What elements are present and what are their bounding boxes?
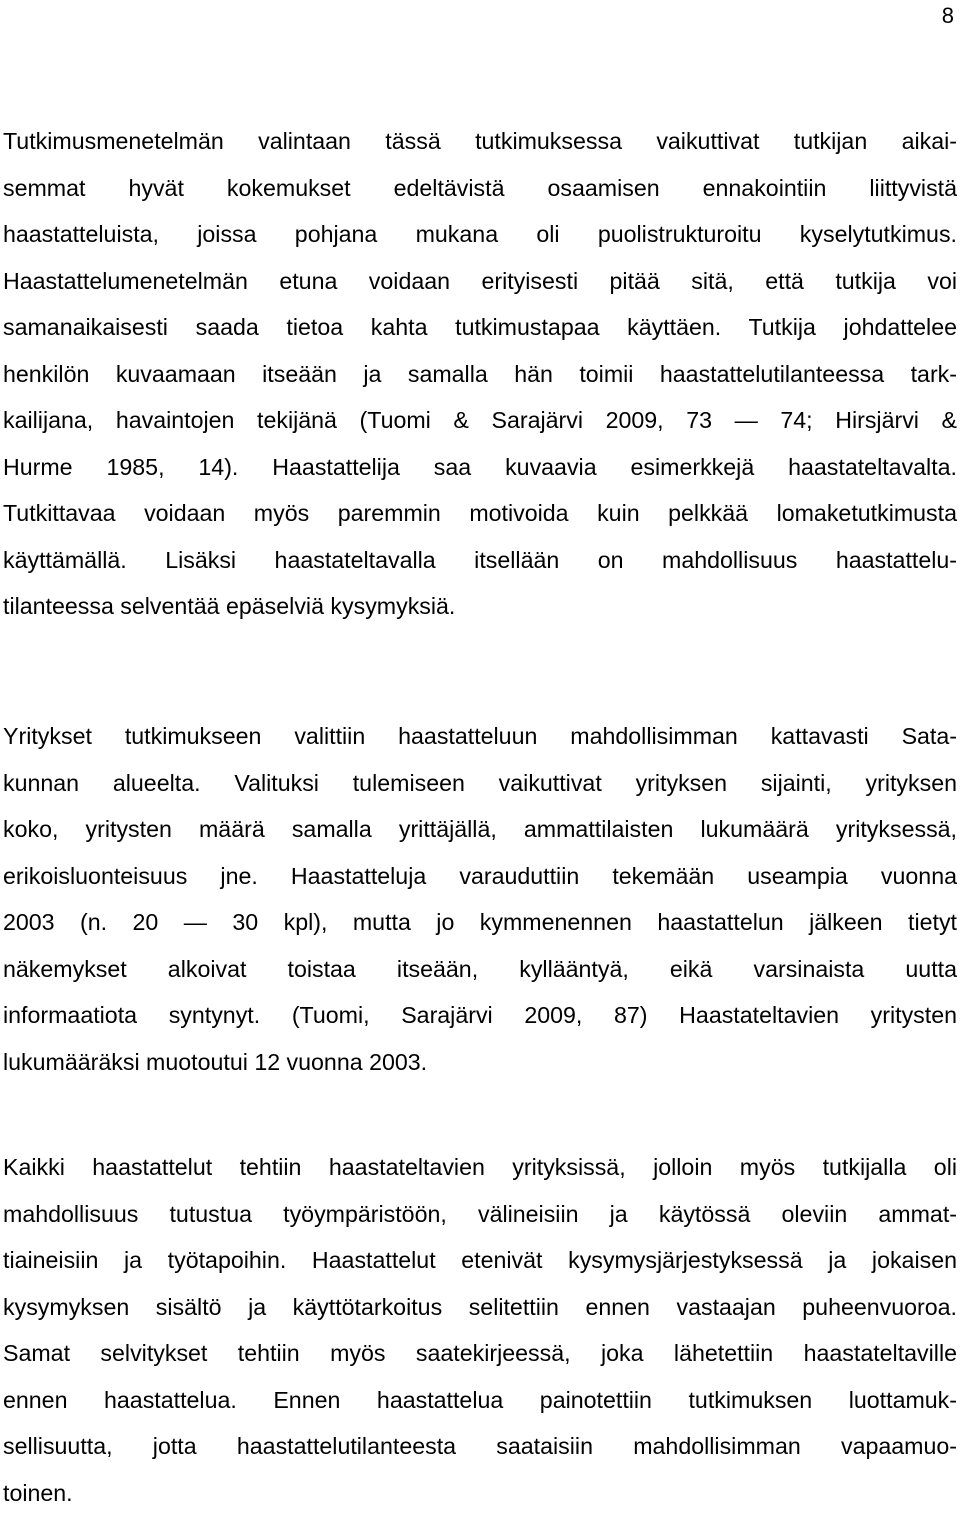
paragraph-3 xyxy=(3,1144,957,1516)
text-line: Haastattelumenetelmän etuna voidaan erityisesti pitää sitä, että tutkija voi xyxy=(3,258,957,305)
text-line: ennen haastattelua. Ennen haastattelua painotettiin tutkimuksen luottamuk- xyxy=(3,1377,957,1424)
text-line: tilanteessa selventää epäselviä kysymyksiä. xyxy=(3,583,957,630)
text-line: kailijana, havaintojen tekijänä (Tuomi & Sarajärvi 2009, 73 — 74; Hirsjärvi & xyxy=(3,397,957,444)
text-line: toinen. xyxy=(3,1470,957,1516)
text-line: kunnan alueelta. Valituksi tulemiseen vaikuttivat yrityksen sijainti, yrityksen xyxy=(3,760,957,807)
paragraph-1 xyxy=(3,118,957,630)
text-line: Tutkittavaa voidaan myös paremmin motivoida kuin pelkkää lomaketutkimusta xyxy=(3,490,957,537)
text-line: tiaineisiin ja työtapoihin. Haastattelut etenivät kysymysjärjestyksessä ja jokaisen xyxy=(3,1237,957,1284)
text-line: sellisuutta, jotta haastattelutilanteesta saataisiin mahdollisimman vapaamuo- xyxy=(3,1423,957,1470)
text-line: semmat hyvät kokemukset edeltävistä osaamisen ennakointiin liittyvistä xyxy=(3,165,957,212)
text-line: Kaikki haastattelut tehtiin haastateltavien yrityksissä, jolloin myös tutkijalla oli xyxy=(3,1144,957,1191)
text-line: lukumääräksi muotoutui 12 vuonna 2003. xyxy=(3,1039,957,1086)
text-line: kysymyksen sisältö ja käyttötarkoitus selitettiin ennen vastaajan puheenvuoroa. xyxy=(3,1284,957,1331)
text-line: henkilön kuvaamaan itseään ja samalla hän toimii haastattelutilanteessa tark- xyxy=(3,351,957,398)
text-line: koko, yritysten määrä samalla yrittäjällä, ammattilaisten lukumäärä yrityksessä, xyxy=(3,806,957,853)
text-line: Yritykset tutkimukseen valittiin haastatteluun mahdollisimman kattavasti Sata- xyxy=(3,713,957,760)
page-number: 8 xyxy=(942,2,954,30)
paragraph-2 xyxy=(3,713,957,1085)
text-line: erikoisluonteisuus jne. Haastatteluja varauduttiin tekemään useampia vuonna xyxy=(3,853,957,900)
text-line: mahdollisuus tutustua työympäristöön, välineisiin ja käytössä oleviin ammat- xyxy=(3,1191,957,1238)
text-line: haastatteluista, joissa pohjana mukana oli puolistrukturoitu kyselytutkimus. xyxy=(3,211,957,258)
text-line: näkemykset alkoivat toistaa itseään, kyllääntyä, eikä varsinaista uutta xyxy=(3,946,957,993)
text-line: samanaikaisesti saada tietoa kahta tutkimustapaa käyttäen. Tutkija johdattelee xyxy=(3,304,957,351)
text-line: käyttämällä. Lisäksi haastateltavalla itsellään on mahdollisuus haastattelu- xyxy=(3,537,957,584)
text-line: Tutkimusmenetelmän valintaan tässä tutkimuksessa vaikuttivat tutkijan aikai- xyxy=(3,118,957,165)
text-line: Hurme 1985, 14). Haastattelija saa kuvaavia esimerkkejä haastateltavalta. xyxy=(3,444,957,491)
text-line: Samat selvitykset tehtiin myös saatekirjeessä, joka lähetettiin haastateltaville xyxy=(3,1330,957,1377)
text-line: 2003 (n. 20 — 30 kpl), mutta jo kymmenennen haastattelun jälkeen tietyt xyxy=(3,899,957,946)
text-line: informaatiota syntynyt. (Tuomi, Sarajärvi 2009, 87) Haastateltavien yritysten xyxy=(3,992,957,1039)
